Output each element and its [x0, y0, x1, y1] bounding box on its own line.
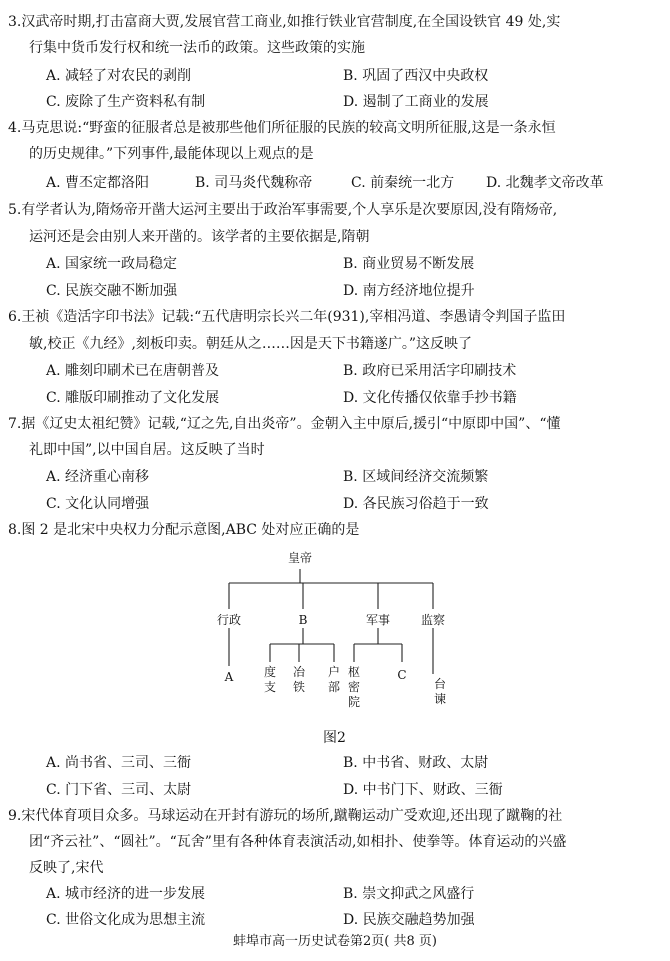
- q4-option-c: C. 前秦统一北方: [351, 175, 455, 191]
- q8-option-d: D. 中书门下、财政、三衙: [343, 782, 503, 798]
- q9-option-c: C. 世俗文化成为思想主流: [46, 912, 206, 928]
- power-distribution-diagram: [200, 542, 470, 727]
- q5-stem-line2: 运河还是会由别人来开凿的。该学者的主要依据是,隋朝: [29, 229, 370, 245]
- q3-option-c: C. 废除了生产资料私有制: [46, 94, 206, 110]
- q3-option-d: D. 遏制了工商业的发展: [343, 94, 489, 110]
- diagram-c-label: C: [397, 668, 407, 682]
- q4-option-b: B. 司马炎代魏称帝: [195, 175, 313, 191]
- q4-stem-line2: 的历史规律。”下列事件,最能体现以上观点的是: [29, 146, 314, 162]
- q7-option-a: A. 经济重心南移: [46, 469, 150, 485]
- q9-option-d: D. 民族交融趋势加强: [343, 912, 475, 928]
- q6-option-c: C. 雕版印刷推动了文化发展: [46, 390, 220, 406]
- q5-option-c: C. 民族交融不断加强: [46, 283, 178, 299]
- q5-option-b: B. 商业贸易不断发展: [343, 256, 475, 272]
- diagram-hubu-label: 户部: [327, 665, 341, 694]
- q9-stem-line2: 团“齐云社”、“圆社”。“瓦舍”里有各种体育表演活动,如相扑、使拳等。体育运动的兴盛: [29, 834, 567, 850]
- q6-option-d: D. 文化传播仅依靠手抄书籍: [343, 390, 517, 406]
- q7-stem-line2: 礼即中国”,以中国自居。这反映了当时: [29, 442, 265, 458]
- diagram-yetie-label: 冶铁: [292, 665, 306, 694]
- diagram-military-label: 军事: [365, 613, 391, 627]
- q3-stem-line1: 3.汉武帝时期,打击富商大贾,发展官营工商业,如推行铁业官营制度,在全国设铁官 49 处,实: [8, 14, 561, 30]
- q6-option-a: A. 雕刻印刷术已在唐朝普及: [46, 363, 220, 379]
- diagram-taijian-label: 台谏: [433, 677, 447, 706]
- q5-option-a: A. 国家统一政局稳定: [46, 256, 178, 272]
- q8-stem-line1: 8.图 2 是北宋中央权力分配示意图,ABC 处对应正确的是: [8, 522, 360, 538]
- diagram-supervision-label: 监察: [420, 613, 446, 627]
- q7-stem-line1: 7.据《辽史太祖纪赞》记载,“辽之先,自出炎帝”。金朝入主中原后,援引“中原即中国”、“懂: [8, 416, 561, 432]
- q9-stem-line3: 反映了,宋代: [29, 860, 104, 876]
- q7-option-b: B. 区域间经济交流频繁: [343, 469, 489, 485]
- figure-caption: 图2: [323, 730, 346, 746]
- diagram-emperor-label: 皇帝: [287, 551, 313, 565]
- q3-option-a: A. 减轻了对农民的剥削: [46, 68, 192, 84]
- q6-stem-line1: 6.王祯《造活字印书法》记载:“五代唐明宗长兴二年(931),宰相冯道、李愚请令判国子监田: [8, 309, 566, 325]
- diagram-a-label: A: [224, 670, 234, 684]
- q9-option-a: A. 城市经济的进一步发展: [46, 886, 206, 902]
- page-footer: 蚌埠市高一历史试卷第2页( 共8 页): [233, 934, 437, 949]
- q6-stem-line2: 敏,校正《九经》,刻板印卖。朝廷从之……因是天下书籍遂广。”这反映了: [29, 336, 473, 352]
- q3-option-b: B. 巩固了西汉中央政权: [343, 68, 489, 84]
- diagram-duzhi-label: 度支: [263, 665, 277, 694]
- q4-stem-line1: 4.马克思说:“野蛮的征服者总是被那些他们所征服的民族的较高文明所征服,这是一条永恒: [8, 120, 556, 136]
- diagram-admin-label: 行政: [216, 613, 242, 627]
- diagram-b-label: B: [298, 613, 308, 627]
- q7-option-c: C. 文化认同增强: [46, 496, 150, 512]
- q5-stem-line1: 5.有学者认为,隋炀帝开凿大运河主要出于政治军事需要,个人享乐是次要原因,没有隋炀帝,: [8, 202, 558, 218]
- q4-option-a: A. 曹丕定都洛阳: [46, 175, 150, 191]
- q5-option-d: D. 南方经济地位提升: [343, 283, 475, 299]
- q8-option-a: A. 尚书省、三司、三衙: [46, 755, 192, 771]
- q7-option-d: D. 各民族习俗趋于一致: [343, 496, 489, 512]
- q3-stem-line2: 行集中货币发行权和统一法币的政策。这些政策的实施: [29, 40, 365, 56]
- q8-option-b: B. 中书省、财政、太尉: [343, 755, 489, 771]
- q9-stem-line1: 9.宋代体育项目众多。马球运动在开封有游玩的场所,蹴鞠运动广受欢迎,还出现了蹴鞠的社: [8, 808, 563, 824]
- q4-option-d: D. 北魏孝文帝改革: [486, 175, 604, 191]
- q9-option-b: B. 崇文抑武之风盛行: [343, 886, 475, 902]
- diagram-shumiyuan-label: 枢密院: [347, 665, 361, 709]
- q8-option-c: C. 门下省、三司、太尉: [46, 782, 192, 798]
- q6-option-b: B. 政府已采用活字印刷技术: [343, 363, 517, 379]
